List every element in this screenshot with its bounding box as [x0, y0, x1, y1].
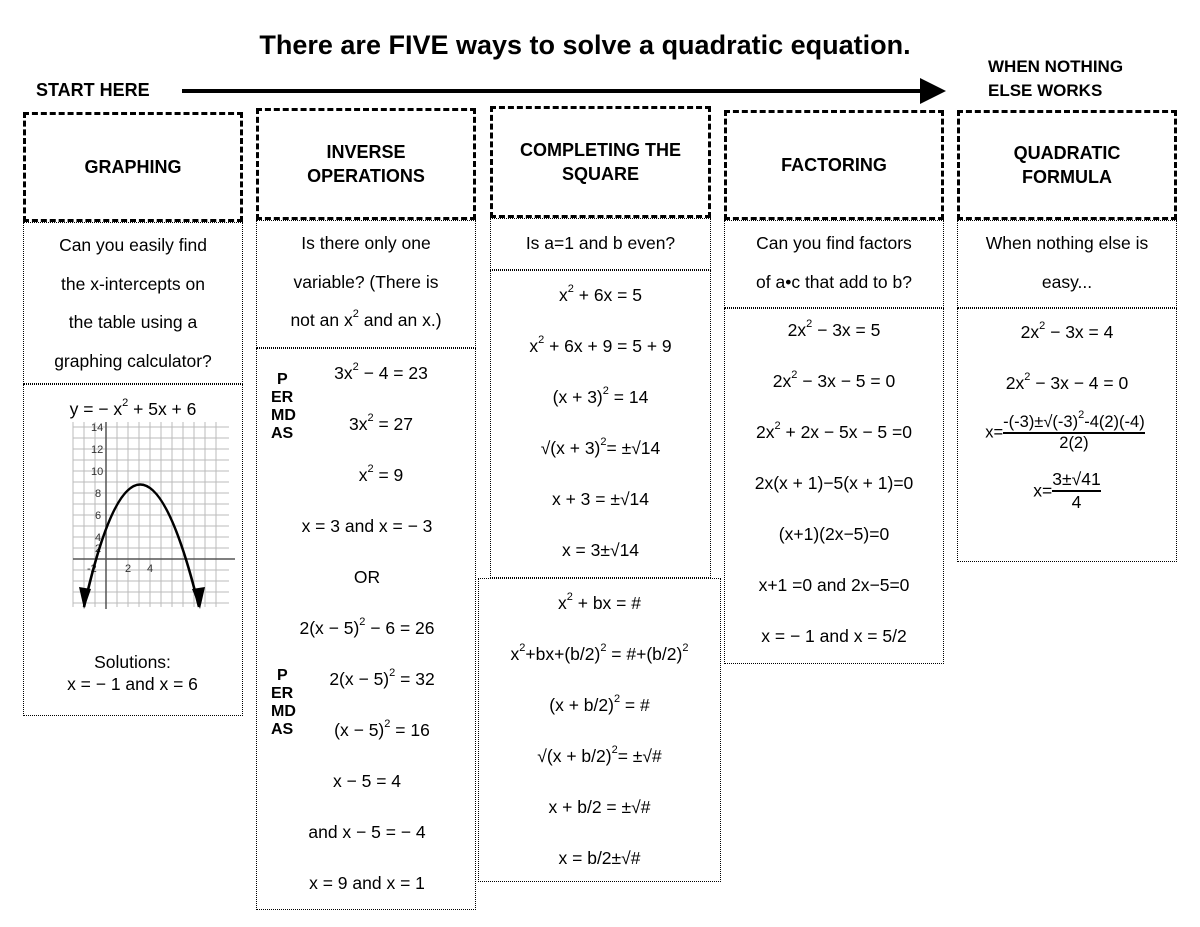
- start-here-label: START HERE: [36, 80, 150, 100]
- svg-text:4: 4: [147, 563, 154, 575]
- when-nothing-else-works-label: WHEN NOTHING ELSE WORKS: [988, 57, 1124, 100]
- pemdas-mnemonic-2: P ER MD AS: [271, 667, 296, 738]
- svg-text:14: 14: [91, 422, 104, 434]
- parabola-curve: [84, 485, 199, 608]
- left-arrow-head: [79, 587, 91, 609]
- completing-example: $x^2 + 6x = 5$ $x^2 + 6x + 9 = 5 + 9$ $(x + 3)^2 = 14$ $√(x + 3)^2= \pm√14$ x + 3 = ±√14 x = 3±√14: [490, 270, 711, 578]
- inverse-operations-header: INVERSE OPERATIONS: [256, 108, 476, 220]
- inverse-steps-a: $3x^2 - 4 = 23$ $3x^2 = 27$ $x^2 = 9$ x = 3 and x = − 3 OR $2(x - 5)^2 - 6 = 26$: [299, 361, 435, 638]
- pemdas-mnemonic-1: P ER MD AS: [271, 371, 296, 442]
- factoring-example: $2x^2 - 3x = 5$ $2x^2 - 3x - 5 = 0$ $2x^2 + 2x - 5x - 5 =0$ 2x(x + 1)−5(x + 1)=0 (x+1)(2x−5)=0 x+1 =0 and 2x−5=0 x = − 1 and x = 5/2: [724, 308, 944, 664]
- factoring-header: FACTORING: [724, 110, 944, 220]
- graphing-header: GRAPHING: [23, 112, 243, 222]
- y-tick-labels: [91, 422, 103, 555]
- svg-text:-2: -2: [87, 563, 97, 575]
- svg-text:2: 2: [125, 563, 132, 575]
- inverse-question: Is there only one variable? (There is not an $x^2$ and an x.): [256, 220, 476, 348]
- svg-text:10: 10: [91, 466, 104, 478]
- quadratic-formula-answer: x= $\frac{3\pm√41}{4}$: [1033, 469, 1101, 512]
- completing-general-form: $x^2$ + bx = # $x^2+bx+(b/2)^2$ = $\#+(b/2)^2$ $(x + b/2)^2$ = # $√(x + b/2)^2=$ ±√# x + b/2 = ±√# x = b/2±√#: [478, 578, 721, 882]
- inverse-example: [256, 348, 476, 910]
- progress-arrow-line: [182, 89, 922, 93]
- completing-question: Is a=1 and b even?: [490, 218, 711, 270]
- svg-text:12: 12: [91, 444, 104, 456]
- svg-text:2: 2: [95, 543, 102, 555]
- x-tick-labels: [87, 563, 153, 575]
- svg-text:4: 4: [95, 532, 102, 544]
- arrow-right-icon: [920, 78, 946, 104]
- graphing-solutions: Solutions: x = − 1 and x = 6: [67, 652, 198, 694]
- page-title: There are FIVE ways to solve a quadratic equation.: [259, 30, 911, 60]
- svg-text:6: 6: [95, 510, 102, 522]
- formula-example: $2x^2 - 3x = 4$ $2x^2 - 3x - 4 = 0$ x= $\frac{-(-3)\pm√(-3)^2-4(2)(-4)}{2(2)}$ x= $\frac{3\pm√41}{4}$: [957, 308, 1177, 562]
- graph-equation: y = − $x^2 + 5x + 6$: [69, 397, 197, 419]
- completing-the-square-header: COMPLETING THE SQUARE: [490, 106, 711, 218]
- inverse-steps-b: $2(x - 5)^2 = 32$ $(x - 5)^2 = 16$ x − 5 = 4 and x − 5 = − 4 x = 9 and x = 1: [308, 667, 435, 893]
- factoring-question: Can you find factors of a•c that add to b?: [724, 220, 944, 308]
- quadratic-formula-substitution: x= $\frac{-(-3)\pm√(-3)^2-4(2)(-4)}{2(2)}$: [985, 409, 1145, 452]
- graphing-question: Can you easily find the x-intercepts on the table using a graphing calculator?: [23, 222, 243, 384]
- parabola-graph: [29, 417, 239, 617]
- quadratic-formula-header: QUADRATIC FORMULA: [957, 110, 1177, 220]
- graphing-example: [23, 384, 243, 716]
- formula-question: When nothing else is easy...: [957, 220, 1177, 308]
- svg-text:8: 8: [95, 488, 102, 500]
